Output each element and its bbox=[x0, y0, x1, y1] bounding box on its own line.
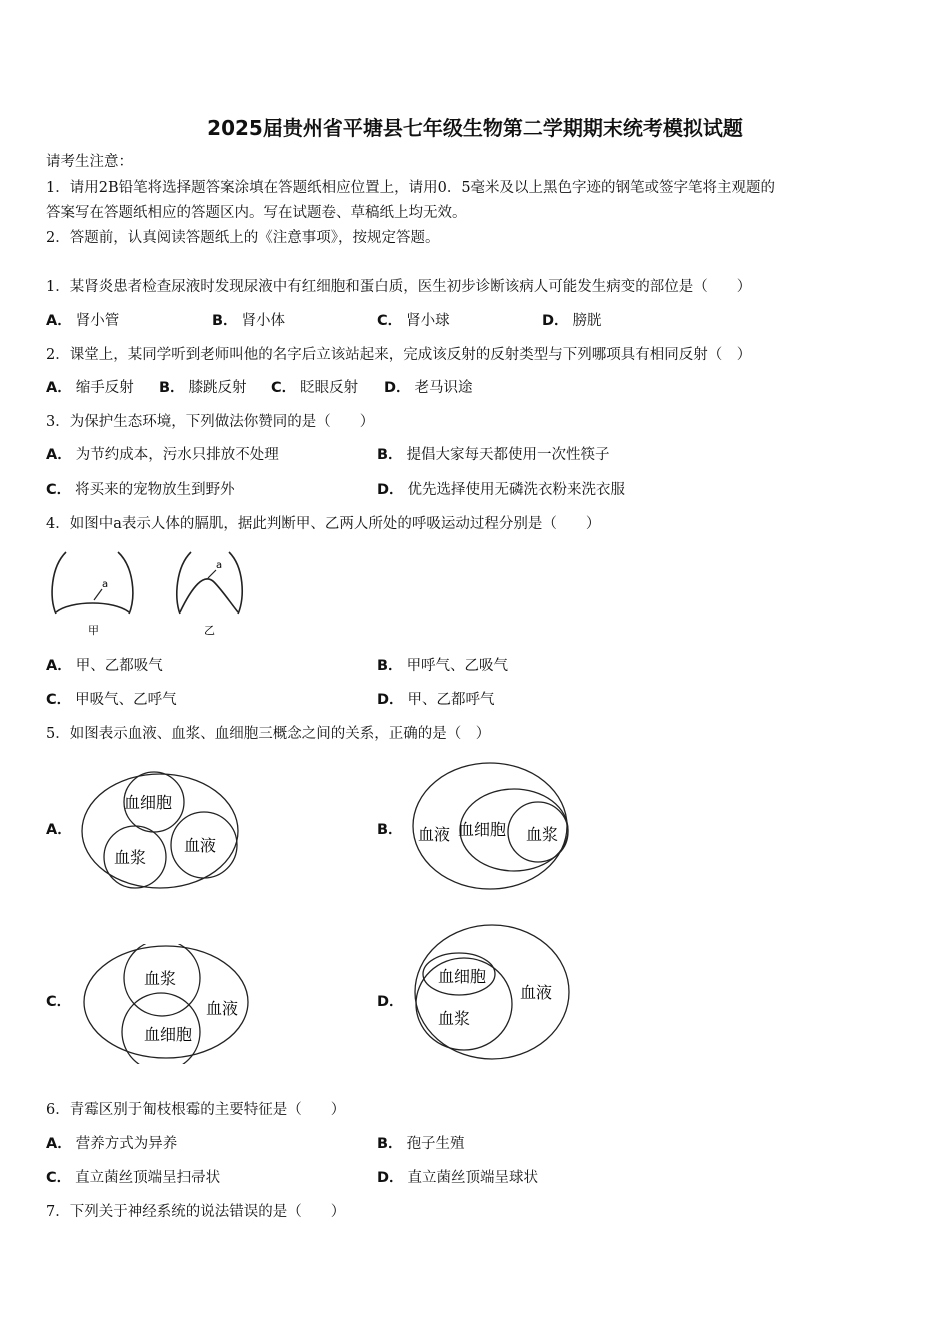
notice-heading: 请考生注意： bbox=[46, 154, 133, 170]
question-5-stem: 5．如图表示血液、血浆、血细胞三概念之间的关系，正确的是（ ） bbox=[46, 726, 491, 742]
label-blood-c: 血液 bbox=[206, 999, 239, 1018]
pointer-a-jia bbox=[94, 589, 102, 600]
q6-option-c[interactable]: C． 直立菌丝顶端呈扫帚状 bbox=[46, 1170, 221, 1186]
chest-outline-jia-right bbox=[118, 552, 133, 614]
q2-option-d[interactable]: D． 老马识途 bbox=[384, 380, 473, 396]
pointer-a-yi bbox=[208, 570, 216, 578]
label-plasma-b: 血浆 bbox=[526, 825, 559, 844]
question-4-stem: 4．如图中a表示人体的膈肌，据此判断甲、乙两人所处的呼吸运动过程分别是（ ） bbox=[46, 516, 601, 532]
label-cells-b: 血细胞 bbox=[458, 820, 507, 839]
q4-option-c[interactable]: C． 甲吸气、乙呼气 bbox=[46, 692, 177, 708]
q5-option-c[interactable]: C． bbox=[46, 994, 72, 1010]
label-plasma-c: 血浆 bbox=[144, 969, 177, 988]
diaphragm-figure bbox=[46, 542, 246, 642]
q2-option-a[interactable]: A． 缩手反射 bbox=[46, 380, 134, 396]
q2-option-c[interactable]: C． 眨眼反射 bbox=[271, 380, 359, 396]
venn-diagram-c bbox=[80, 944, 250, 1064]
label-a-yi: a bbox=[216, 560, 223, 571]
q1-option-a[interactable]: A． 肾小管 bbox=[46, 313, 120, 329]
question-1-stem: 1．某肾炎患者检查尿液时发现尿液中有红细胞和蛋白质，医生初步诊断该病人可能发生病变的部位是（ ） bbox=[46, 279, 752, 295]
q5-option-b[interactable]: B． bbox=[377, 822, 403, 838]
label-yi: 乙 bbox=[204, 624, 215, 637]
q5-option-a[interactable]: A． bbox=[46, 822, 72, 838]
label-cells-c: 血细胞 bbox=[144, 1025, 193, 1044]
q3-option-c[interactable]: C． 将买来的宠物放生到野外 bbox=[46, 482, 235, 498]
q3-option-b[interactable]: B． 提倡大家每天都使用一次性筷子 bbox=[377, 447, 610, 463]
label-a-jia: a bbox=[102, 579, 109, 590]
label-blood-b: 血液 bbox=[418, 825, 451, 844]
q3-option-d[interactable]: D． 优先选择使用无磷洗衣粉来洗衣服 bbox=[377, 482, 626, 498]
question-6-stem: 6．青霉区别于匍枝根霉的主要特征是（ ） bbox=[46, 1102, 346, 1118]
label-blood-d: 血液 bbox=[520, 983, 553, 1002]
page-title: 2025届贵州省平塘县七年级生物第二学期期末统考模拟试题 bbox=[207, 116, 743, 140]
diaphragm-jia bbox=[56, 603, 129, 612]
question-2-stem: 2．课堂上，某同学听到老师叫他的名字后立该站起来，完成该反射的反射类型与下列哪项具有相同反射（ ） bbox=[46, 347, 752, 363]
label-blood-a: 血液 bbox=[184, 836, 217, 855]
q6-option-b[interactable]: B． 孢子生殖 bbox=[377, 1136, 465, 1152]
chest-outline-jia bbox=[52, 552, 66, 614]
notice-item-2: 2．答题前，认真阅读答题纸上的《注意事项》，按规定答题。 bbox=[46, 230, 440, 246]
venn-diagram-b bbox=[410, 760, 576, 892]
q6-option-a[interactable]: A． 营养方式为异养 bbox=[46, 1136, 178, 1152]
q5-option-d[interactable]: D． bbox=[377, 994, 404, 1010]
q1-option-b[interactable]: B． 肾小体 bbox=[212, 313, 286, 329]
question-7-stem: 7．下列关于神经系统的说法错误的是（ ） bbox=[46, 1204, 346, 1220]
venn-diagram-d bbox=[412, 922, 574, 1066]
label-cells-d: 血细胞 bbox=[438, 967, 487, 986]
chest-outline-yi-right bbox=[229, 552, 242, 614]
q4-option-b[interactable]: B． 甲呼气、乙吸气 bbox=[377, 658, 509, 674]
q1-option-d[interactable]: D． 膀胱 bbox=[542, 313, 602, 329]
label-cells-a: 血细胞 bbox=[124, 793, 173, 812]
notice-item-1-cont: 答案写在答题纸相应的答题区内。写在试题卷、草稿纸上均无效。 bbox=[46, 205, 467, 221]
q4-option-d[interactable]: D． 甲、乙都呼气 bbox=[377, 692, 495, 708]
label-plasma-a: 血浆 bbox=[114, 848, 147, 867]
q1-option-c[interactable]: C． 肾小球 bbox=[377, 313, 450, 329]
notice-item-1: 1．请用2B铅笔将选择题答案涂填在答题纸相应位置上，请用0．5毫米及以上黑色字迹的钢笔或签字笔将主观题的 bbox=[46, 180, 776, 196]
label-plasma-d: 血浆 bbox=[438, 1009, 471, 1028]
diaphragm-yi bbox=[180, 579, 238, 612]
question-3-stem: 3．为保护生态环境，下列做法你赞同的是（ ） bbox=[46, 414, 375, 430]
q3-option-a[interactable]: A． 为节约成本，污水只排放不处理 bbox=[46, 447, 279, 463]
q6-option-d[interactable]: D． 直立菌丝顶端呈球状 bbox=[377, 1170, 539, 1186]
q4-option-a[interactable]: A． 甲、乙都吸气 bbox=[46, 658, 163, 674]
q2-option-b[interactable]: B． 膝跳反射 bbox=[159, 380, 247, 396]
label-jia: 甲 bbox=[88, 624, 99, 637]
venn-diagram-a bbox=[78, 770, 244, 892]
